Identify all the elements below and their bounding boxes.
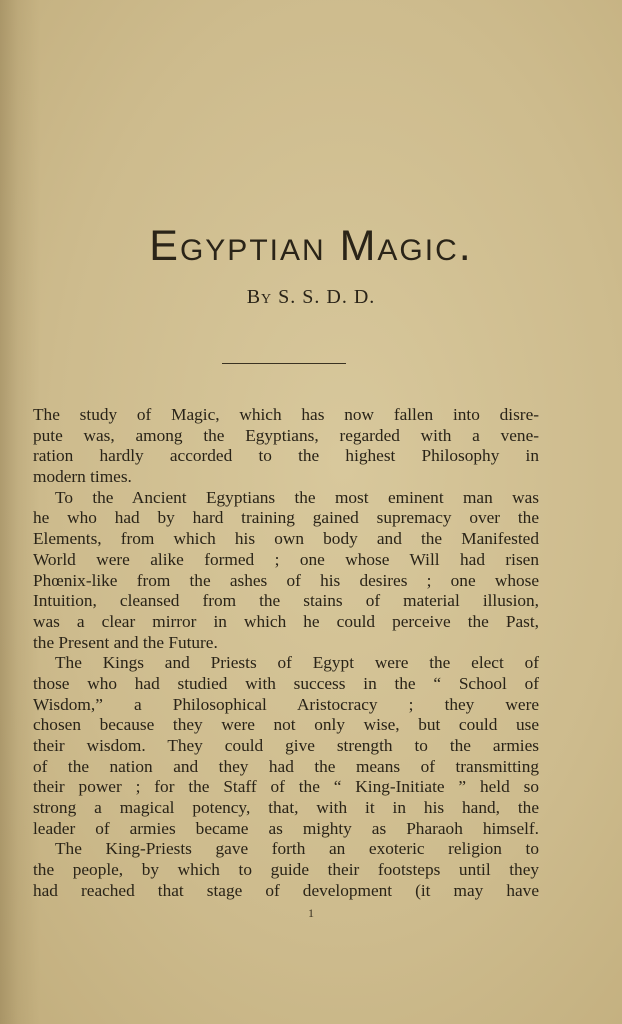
text-line: of the nation and they had the means of transmitting (33, 756, 539, 776)
text-line: modern times. (33, 467, 132, 487)
page-number: 1 (308, 906, 314, 920)
text-line: was a clear mirror in which he could perceive the Past, (33, 611, 539, 631)
body-text (33, 405, 539, 902)
text-line: World were alike formed ; one whose Will had risen (33, 549, 539, 569)
author-byline: By S. S. D. D. (246, 286, 376, 308)
title-divider-rule (222, 363, 346, 364)
chapter-title: Egyptian Magic. (149, 222, 473, 270)
text-line: pute was, among the Egyptians, regarded with a vene- (33, 425, 539, 445)
text-line: To the Ancient Egyptians the most eminent man was (55, 487, 539, 507)
text-line: those who had studied with success in the “ School of (33, 673, 539, 693)
text-line: Elements, from which his own body and the Manifested (33, 529, 539, 549)
text-line: The Kings and Priests of Egypt were the elect of (55, 653, 539, 673)
text-line: ration hardly accorded to the highest Philosophy in (33, 446, 539, 466)
text-line: Phœnix-like from the ashes of his desires ; one whose (33, 570, 539, 590)
text-line: the Present and the Future. (33, 632, 218, 652)
text-line: had reached that stage of development (it may have (33, 880, 539, 900)
text-line: strong a magical potency, that, with it in his hand, the (33, 798, 539, 818)
text-line: Intuition, cleansed from the stains of material illusion, (33, 591, 539, 611)
text-line: the people, by which to guide their footsteps until they (33, 860, 539, 880)
text-line: their wisdom. They could give strength to the armies (33, 736, 539, 755)
text-line: their power ; for the Staff of the “ King-Initiate ” held so (33, 777, 539, 797)
text-line: he who had by hard training gained supremacy over the (33, 508, 539, 528)
text-line: chosen because they were not only wise, but could use (33, 715, 539, 735)
text-line: Wisdom,” a Philosophical Aristocracy ; they were (33, 694, 539, 714)
text-line: leader of armies became as mighty as Pharaoh himself. (33, 818, 539, 838)
text-line: The study of Magic, which has now fallen into disre- (33, 405, 539, 424)
text-line: The King-Priests gave forth an exoteric religion to (55, 839, 539, 859)
